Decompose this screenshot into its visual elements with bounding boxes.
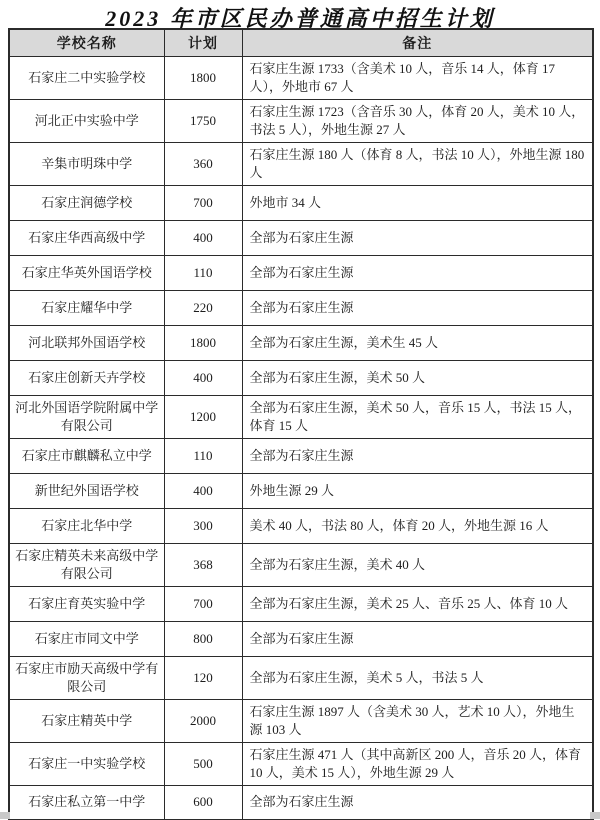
remark-cell: 全部为石家庄生源 <box>242 785 593 820</box>
plan-cell: 300 <box>164 508 242 543</box>
remark-cell: 全部为石家庄生源，美术生 45 人 <box>242 325 593 360</box>
table-row <box>9 543 593 586</box>
table-row <box>9 395 593 438</box>
table-row <box>9 99 593 142</box>
plan-cell: 360 <box>164 142 242 185</box>
plan-cell: 400 <box>164 360 242 395</box>
plan-cell: 400 <box>164 220 242 255</box>
table-body <box>9 56 593 820</box>
page-title: 2023 年市区民办普通高中招生计划 <box>105 6 495 31</box>
table-row <box>9 185 593 220</box>
table-row <box>9 699 593 742</box>
plan-cell: 600 <box>164 785 242 820</box>
plan-cell: 1800 <box>164 56 242 99</box>
remark-cell: 石家庄生源 1733（含美术 10 人，音乐 14 人，体育 17 人），外地市 67 人 <box>242 56 593 99</box>
school-name-cell: 石家庄精英中学 <box>9 699 164 742</box>
school-name-cell: 石家庄二中实验学校 <box>9 56 164 99</box>
remark-cell: 全部为石家庄生源，美术 50 人 <box>242 360 593 395</box>
school-name-cell: 新世纪外国语学校 <box>9 473 164 508</box>
plan-cell: 2000 <box>164 699 242 742</box>
table-row <box>9 360 593 395</box>
remark-cell: 石家庄生源 180 人（体育 8 人，书法 10 人），外地生源 180 人 <box>242 142 593 185</box>
table-row <box>9 656 593 699</box>
remark-cell: 外地市 34 人 <box>242 185 593 220</box>
table-row <box>9 142 593 185</box>
table-row <box>9 56 593 99</box>
remark-cell: 全部为石家庄生源 <box>242 220 593 255</box>
table-row <box>9 325 593 360</box>
remark-cell: 全部为石家庄生源 <box>242 621 593 656</box>
column-header-school-name: 学校名称 <box>9 29 164 56</box>
remark-cell: 全部为石家庄生源，美术 25 人、音乐 25 人、体育 10 人 <box>242 586 593 621</box>
table-row <box>9 586 593 621</box>
school-name-cell: 石家庄华英外国语学校 <box>9 255 164 290</box>
school-name-cell: 河北正中实验中学 <box>9 99 164 142</box>
column-header-remark: 备注 <box>242 29 593 56</box>
plan-cell: 800 <box>164 621 242 656</box>
table-row <box>9 255 593 290</box>
remark-cell: 外地生源 29 人 <box>242 473 593 508</box>
school-name-cell: 石家庄精英未来高级中学有限公司 <box>9 543 164 586</box>
plan-cell: 700 <box>164 185 242 220</box>
remark-cell: 全部为石家庄生源，美术 50 人，音乐 15 人，书法 15 人，体育 15 人 <box>242 395 593 438</box>
school-name-cell: 石家庄市同文中学 <box>9 621 164 656</box>
school-name-cell: 辛集市明珠中学 <box>9 142 164 185</box>
school-name-cell: 石家庄北华中学 <box>9 508 164 543</box>
remark-cell: 全部为石家庄生源，美术 5 人，书法 5 人 <box>242 656 593 699</box>
scrollbar-corner-artifact-right <box>590 812 600 819</box>
plan-cell: 368 <box>164 543 242 586</box>
remark-cell: 全部为石家庄生源 <box>242 438 593 473</box>
table-header-row <box>9 29 593 56</box>
plan-cell: 700 <box>164 586 242 621</box>
school-name-cell: 石家庄华西高级中学 <box>9 220 164 255</box>
plan-cell: 1750 <box>164 99 242 142</box>
school-name-cell: 石家庄一中实验学校 <box>9 742 164 785</box>
school-name-cell: 石家庄润德学校 <box>9 185 164 220</box>
plan-cell: 120 <box>164 656 242 699</box>
remark-cell: 石家庄生源 1723（含音乐 30 人，体育 20 人，美术 10 人，书法 5 人），外地生源 27 人 <box>242 99 593 142</box>
table-row <box>9 508 593 543</box>
remark-cell: 石家庄生源 1897 人（含美术 30 人，艺术 10 人），外地生源 103 人 <box>242 699 593 742</box>
remark-cell: 美术 40 人，书法 80 人，体育 20 人，外地生源 16 人 <box>242 508 593 543</box>
remark-cell: 全部为石家庄生源 <box>242 255 593 290</box>
plan-cell: 220 <box>164 290 242 325</box>
school-name-cell: 石家庄市励天高级中学有限公司 <box>9 656 164 699</box>
school-name-cell: 石家庄创新天卉学校 <box>9 360 164 395</box>
remark-cell: 全部为石家庄生源 <box>242 290 593 325</box>
school-name-cell: 石家庄育英实验中学 <box>9 586 164 621</box>
school-name-cell: 河北联邦外国语学校 <box>9 325 164 360</box>
remark-cell: 石家庄生源 471 人（其中高新区 200 人，音乐 20 人，体育 10 人，美术 15 人），外地生源 29 人 <box>242 742 593 785</box>
table-row <box>9 742 593 785</box>
scrollbar-corner-artifact-left <box>0 812 10 819</box>
table-row <box>9 473 593 508</box>
table-row <box>9 785 593 820</box>
plan-cell: 1800 <box>164 325 242 360</box>
table-row <box>9 290 593 325</box>
school-name-cell: 石家庄市麒麟私立中学 <box>9 438 164 473</box>
table-row <box>9 621 593 656</box>
plan-cell: 1200 <box>164 395 242 438</box>
remark-cell: 全部为石家庄生源，美术 40 人 <box>242 543 593 586</box>
school-name-cell: 石家庄耀华中学 <box>9 290 164 325</box>
plan-cell: 400 <box>164 473 242 508</box>
school-name-cell: 石家庄私立第一中学 <box>9 785 164 820</box>
column-header-plan: 计划 <box>164 29 242 56</box>
enrollment-table <box>8 28 594 820</box>
plan-cell: 110 <box>164 438 242 473</box>
school-name-cell: 河北外国语学院附属中学有限公司 <box>9 395 164 438</box>
plan-cell: 500 <box>164 742 242 785</box>
table-row <box>9 438 593 473</box>
plan-cell: 110 <box>164 255 242 290</box>
table-row <box>9 220 593 255</box>
